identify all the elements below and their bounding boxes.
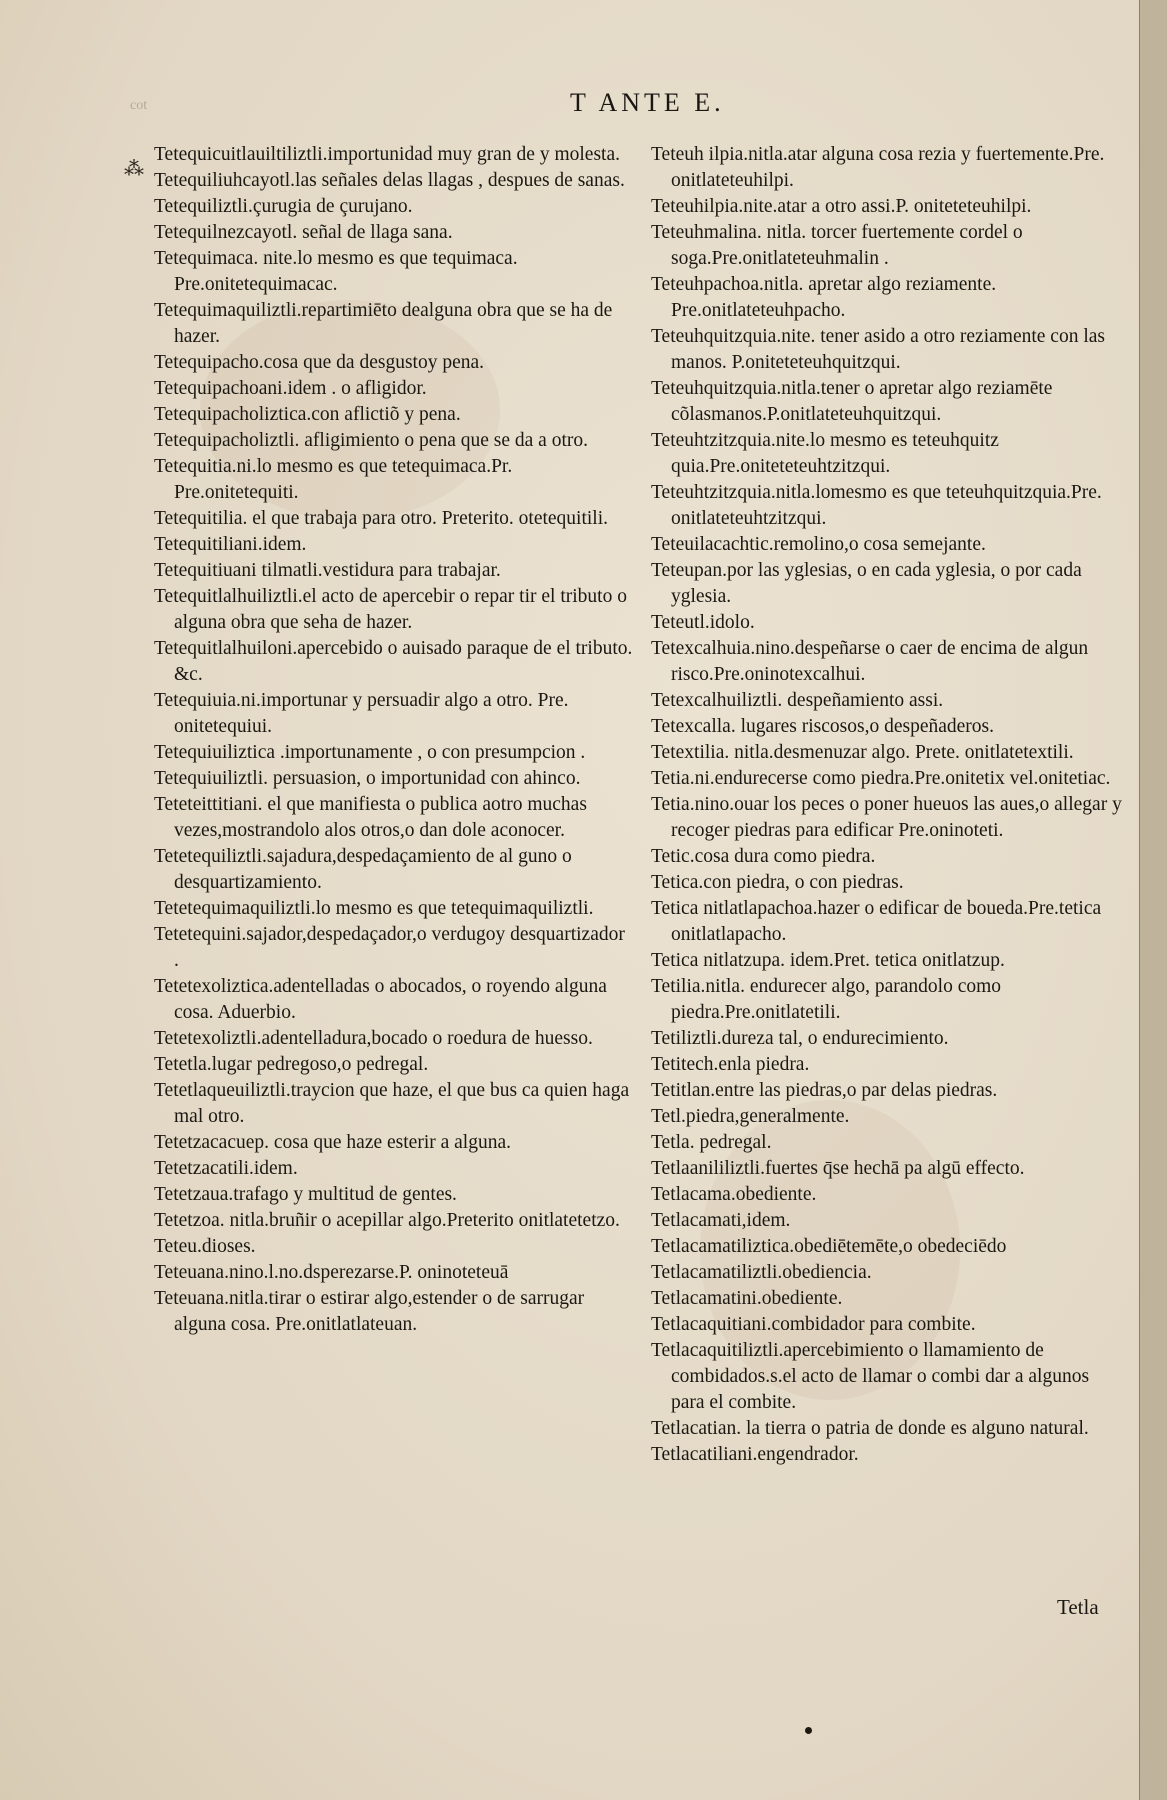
dictionary-entry: Tetequicuitlauiltiliztli.importunidad muy gran de y molesta. — [154, 144, 620, 165]
dictionary-entry: Tetiliztli.dureza tal, o endurecimiento. — [651, 1028, 949, 1049]
dictionary-entry: Tetic.cosa dura como piedra. — [651, 846, 876, 867]
dictionary-entry: Tetlacatiliani.engendrador. — [651, 1444, 859, 1465]
dictionary-entry: Teteuilacachtic.remolino,o cosa semejante. — [651, 534, 986, 555]
dictionary-entry: Tetla. pedregal. — [651, 1132, 772, 1153]
dictionary-entry: Tetequitlalhuiliztli.el acto de apercebir o repar tir el tributo o alguna obra que seha de hazer. — [154, 586, 627, 633]
dictionary-entry: Tetlacamatiliztli.obediencia. — [651, 1262, 872, 1283]
dictionary-entry: Tetlacaquitiliztli.apercebimiento o llamamiento de combidados.s.el acto de llamar o combi dar a algunos para el combite. — [651, 1340, 1090, 1413]
dictionary-entry: Tetequitlalhuiloni.apercebido o auisado paraque de el tributo. &c. — [154, 638, 633, 685]
dictionary-entry: Teteuhquitzquia.nite. tener asido a otro reziamente con las manos. P.oniteteteuhquitzqui. — [651, 326, 1105, 373]
dictionary-entry: Tetlacaquitiani.combidador para combite. — [651, 1314, 976, 1335]
dictionary-entry: Teteuh ilpia.nitla.atar alguna cosa rezia y fuertemente.Pre. onitlateteuhilpi. — [651, 144, 1105, 191]
dictionary-entry: Tetia.nino.ouar los peces o poner hueuos las aues,o allegar y recoger piedras para edificar Pre.oninoteti. — [651, 794, 1122, 841]
dictionary-entry: Tetetequiliztli.sajadura,despedaçamiento de al guno o desquartizamiento. — [154, 846, 572, 893]
dictionary-entry: Tetl.piedra,generalmente. — [651, 1106, 850, 1127]
signature-dot — [805, 1727, 812, 1734]
dictionary-entry: Tetlacatian. la tierra o patria de donde es alguno natural. — [651, 1418, 1089, 1439]
dictionary-entry: Tetextilia. nitla.desmenuzar algo. Prete. onitlatetextili. — [651, 742, 1074, 763]
dictionary-entry: Tetequiuiliztli. persuasion, o importunidad con ahinco. — [154, 768, 581, 789]
dictionary-entry: Tetequimaquiliztli.repartimiēto dealguna obra que se ha de hazer. — [154, 300, 613, 347]
dictionary-entry: Tetetexoliztli.adentelladura,bocado o roedura de huesso. — [154, 1028, 593, 1049]
folio-number: cot — [130, 98, 148, 113]
catchword: Tetla — [1057, 1595, 1099, 1619]
dictionary-entry: Tetetequini.sajador,despedaçador,o verdugoy desquartizador . — [154, 924, 625, 971]
dictionary-entry: Tetequitia.ni.lo mesmo es que tetequimaca.Pr. Pre.onitetequiti. — [154, 456, 513, 503]
dictionary-entry: Tetequitilia. el que trabaja para otro. Preterito. otetequitili. — [154, 508, 609, 529]
dictionary-entry: Teteuhtzitzquia.nite.lo mesmo es teteuhquitz quia.Pre.oniteteteuhtzitzqui. — [651, 430, 999, 477]
dictionary-entry: Tetequipacholiztica.con aflictiõ y pena. — [154, 404, 461, 425]
dictionary-entry: Tetequiliztli.çurugia de çurujano. — [154, 196, 413, 217]
dictionary-entry: Teteuana.nitla.tirar o estirar algo,estender o de sarrugar alguna cosa. Pre.onitlatlateuan. — [154, 1288, 585, 1335]
dictionary-entry: Tetetla.lugar pedregoso,o pedregal. — [154, 1054, 429, 1075]
dictionary-entry: Tetitlan.entre las piedras,o par delas piedras. — [651, 1080, 998, 1101]
dictionary-entry: Teteuhmalina. nitla. torcer fuertemente cordel o soga.Pre.onitlateteuhmalin . — [651, 222, 1023, 269]
dictionary-entry: Tetlaanililiztli.fuertes q̄se hechā pa algū effecto. — [651, 1158, 1025, 1179]
dictionary-entry: Tetica nitlatzupa. idem.Pret. tetica onitlatzup. — [651, 950, 1005, 971]
dictionary-entry: Tetlacamati,idem. — [651, 1210, 791, 1231]
dictionary-entry: Teteuhpachoa.nitla. apretar algo reziamente. Pre.onitlateteuhpacho. — [651, 274, 997, 321]
dictionary-entry: Tetlacamatiliztica.obediētemēte,o obedeciēdo — [651, 1236, 1007, 1257]
dictionary-entry: Tetia.ni.endurecerse como piedra.Pre.onitetix vel.onitetiac. — [651, 768, 1111, 789]
dictionary-entry: Tetlacama.obediente. — [651, 1184, 817, 1205]
dictionary-entry: Tetequiliuhcayotl.las señales delas llagas , despues de sanas. — [154, 170, 625, 191]
dictionary-entry: Tetilia.nitla. endurecer algo, parandolo como piedra.Pre.onitlatetili. — [651, 976, 1002, 1023]
dictionary-entry: Tetica.con piedra, o con piedras. — [651, 872, 904, 893]
dictionary-entry: Tetetequimaquiliztli.lo mesmo es que tetequimaquiliztli. — [154, 898, 594, 919]
dictionary-entry: Tetitech.enla piedra. — [651, 1054, 810, 1075]
dictionary-entry: Teteuhtzitzquia.nitla.lomesmo es que teteuhquitzquia.Pre. onitlateteuhtzitzqui. — [651, 482, 1102, 529]
dictionary-entry: Teteupan.por las yglesias, o en cada yglesia, o por cada yglesia. — [651, 560, 1082, 607]
facing-page-edge — [1139, 0, 1167, 1800]
dictionary-entry: Tetequipacholiztli. afligimiento o pena que se da a otro. — [154, 430, 588, 451]
running-title: T ANTE E. — [570, 88, 725, 117]
dictionary-entry: Teteuana.nino.l.no.dsperezarse.P. oninoteteuā — [154, 1262, 509, 1283]
dictionary-entry: Tetetzaua.trafago y multitud de gentes. — [154, 1184, 457, 1205]
dictionary-entry: Tetequipachoani.idem . o afligidor. — [154, 378, 427, 399]
dictionary-entry: Tetequitiliani.idem. — [154, 534, 307, 555]
dictionary-entry: Tetica nitlatlapachoa.hazer o edificar de bouedа.Pre.tetica onitlatlapacho. — [651, 898, 1102, 945]
marginal-mark: ⁂ — [124, 156, 144, 180]
dictionary-entry: Tetetexoliztica.adentelladas o abocados, o royendo alguna cosa. Aduerbio. — [154, 976, 607, 1023]
dictionary-entry: Tetequimaca. nite.lo mesmo es que tequimaca. Pre.onitetequimacac. — [154, 248, 518, 295]
dictionary-entry: Tetequitiuani tilmatli.vestidura para trabajar. — [154, 560, 501, 581]
dictionary-entry: Tetequipacho.cosa que da desgustoy pena. — [154, 352, 485, 373]
dictionary-entry: Tetequiuiliztica .importunamente , o con presumpcion . — [154, 742, 586, 763]
dictionary-entry: Tetetlaqueuiliztli.traycion que haze, el que bus ca quien haga mal otro. — [154, 1080, 630, 1127]
dictionary-entry: Tetetzacacuep. cosa que haze esterir a alguna. — [154, 1132, 511, 1153]
dictionary-entry: Tetequiuia.ni.importunar y persuadir algo a otro. Pre. onitetequiui. — [154, 690, 569, 737]
dictionary-entry: Tetexcalla. lugares riscosos,o despeñaderos. — [651, 716, 995, 737]
dictionary-entry: Tetetzacatili.idem. — [154, 1158, 298, 1179]
dictionary-entry: Teteu.dioses. — [154, 1236, 256, 1257]
dictionary-entry: Tetexcalhuiliztli. despeñamiento assi. — [651, 690, 944, 711]
dictionary-entry: Teteutl.idolo. — [651, 612, 755, 633]
dictionary-entry: Teteuhquitzquia.nitla.tener o apretar algo reziamēte cõlasmanos.P.onitlateteuhquitzqui. — [651, 378, 1053, 425]
dictionary-entry: Tetequilnezcayotl. señal de llaga sana. — [154, 222, 453, 243]
left-column — [154, 142, 634, 1338]
dictionary-entry: Teteteittitiani. el que manifiesta o publica aotro muchas vezes,mostrandolo alos otros,o dan dole aconocer. — [154, 794, 587, 841]
dictionary-entry: Teteuhilpia.nite.atar a otro assi.P. oniteteteuhilpi. — [651, 196, 1032, 217]
dictionary-entry: Tetetzoa. nitla.bruñir o acepillar algo.Preterito onitlatetetzo. — [154, 1210, 620, 1231]
right-column — [651, 142, 1126, 1468]
dictionary-entry: Tetlacamatini.obediente. — [651, 1288, 843, 1309]
dictionary-entry: Tetexcalhuia.nino.despeñarse o caer de encima de algun risco.Pre.oninotexcalhui. — [651, 638, 1089, 685]
